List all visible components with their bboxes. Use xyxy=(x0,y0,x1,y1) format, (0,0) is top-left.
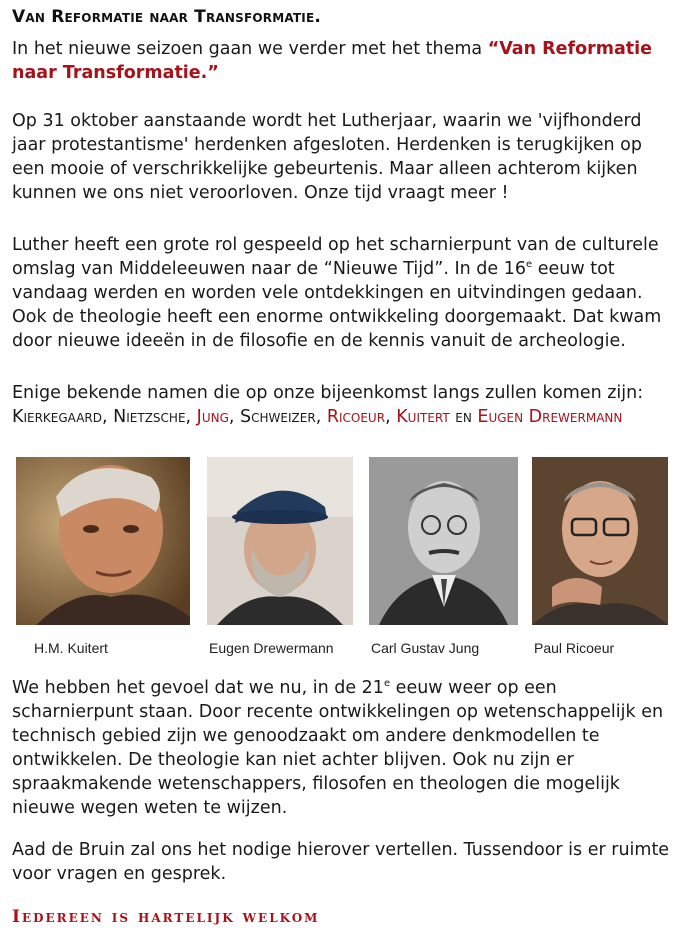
names-intro: Enige bekende namen die op onze bijeenkomst langs zullen komen zijn: xyxy=(12,383,644,403)
paragraph-lutherjaar: Op 31 oktober aanstaande wordt het Lutherjaar, waarin we 'vijfhonderd jaar protestantisme' herdenken afgesloten. Herdenken is terugkijken op een mooie of verschrikkelijke gebeurtenis. Maar alleen achterom kijken kunnen we ons niet veroorloven. Onze tijd vraagt meer ! xyxy=(12,111,642,203)
intro-paragraph xyxy=(12,37,680,85)
paragraph-luther-end: eeuw tot vandaag werden en worden vele ontdekkingen en uitvindingen gedaan. Ook de theologie heeft een enorme ontwikkeling doorgemaakt. Dat kwam door nieuwe ideeën in de filosofie en de kennis vanuit de archeologie. xyxy=(12,259,662,351)
name-ricoeur: Ricoeur xyxy=(326,407,386,427)
intro-text: In het nieuwe seizoen gaan we verder met het thema xyxy=(12,39,488,59)
separator: , xyxy=(185,407,197,427)
caption-jung: Carl Gustav Jung xyxy=(371,640,480,656)
separator: , xyxy=(315,407,327,427)
separator: , xyxy=(385,407,397,427)
caption-kuitert: H.M. Kuitert xyxy=(34,640,108,656)
separator: en xyxy=(449,407,478,427)
paragraph-spreker: Aad de Bruin zal ons het nodige hierover vertellen. Tussendoor is er ruimte voor vragen en gesprek. xyxy=(12,840,670,884)
paragraph-names xyxy=(12,381,680,429)
caption-drewermann: Eugen Drewermann xyxy=(209,640,334,656)
caption-ricoeur: Paul Ricoeur xyxy=(534,640,615,656)
welcome-text: Iedereen is hartelijk welkom xyxy=(12,907,320,927)
superscript: e xyxy=(525,259,533,270)
name-schweizer: Schweizer xyxy=(240,407,316,427)
paragraph-21e-start: We hebben het gevoel dat we nu, in de 21 xyxy=(12,678,384,698)
photo-jung xyxy=(369,457,518,625)
photo-kuitert xyxy=(16,457,190,625)
paragraph-21e-eeuw xyxy=(12,676,680,820)
theme-title: “Van Reformatie naar Transformatie.” xyxy=(12,39,653,83)
paragraph-luther xyxy=(12,233,680,353)
name-nietzsche: Nietzsche xyxy=(113,407,186,427)
name-jung: Jung xyxy=(196,407,229,427)
superscript: e xyxy=(383,678,391,689)
name-kuitert: Kuitert xyxy=(396,407,450,427)
photo-drewermann xyxy=(207,457,353,625)
paragraph-21e-end: eeuw weer op een scharnierpunt staan. Door recente ontwikkelingen op wetenschappelijk en technisch gebied zijn we genoodzaakt om andere denkmodellen te ontwikkelen. De theologie kan niet achter blijven. Ook nu zijn er spraakmakende wetenschappers, filosofen en theologen die mogelijk nieuwe wegen weten te wijzen. xyxy=(12,678,664,818)
name-kierkegaard: Kierkegaard xyxy=(12,407,103,427)
page-title: Van Reformatie naar Transformatie. xyxy=(12,7,322,27)
separator: , xyxy=(228,407,241,427)
name-drewermann: Eugen Drewermann xyxy=(477,407,623,427)
separator: , xyxy=(102,407,114,427)
paragraph-luther-start: Luther heeft een grote rol gespeeld op het scharnierpunt van de culturele omslag van Middeleeuwen naar de “Nieuwe Tijd”. In de 16 xyxy=(12,235,659,279)
photo-ricoeur xyxy=(532,457,668,625)
